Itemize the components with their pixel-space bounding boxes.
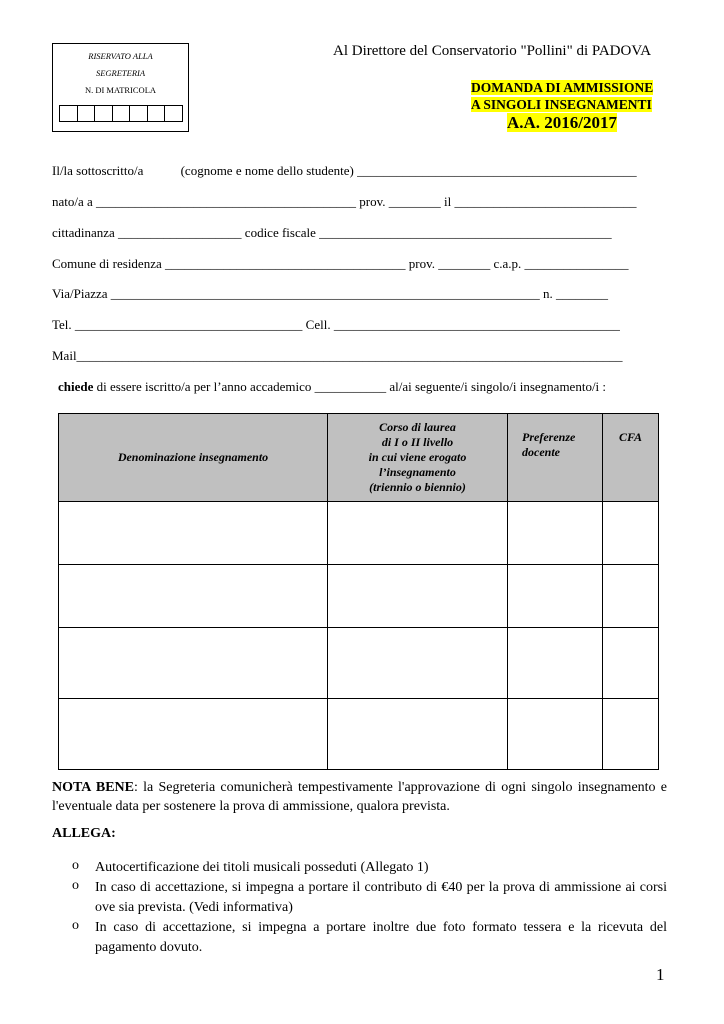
table-cell[interactable] — [59, 699, 328, 770]
request-text[interactable]: di essere iscritto/a per l’anno accademico ___________ al/ai seguente/i singolo/i insegnamento/i : — [93, 379, 607, 394]
table-row[interactable] — [59, 628, 659, 699]
matricola-cell[interactable] — [78, 106, 96, 121]
bullet-icon: o — [72, 878, 79, 893]
table-cell[interactable] — [603, 502, 659, 565]
nota-bene-text: : la Segreteria comunicherà tempestivamente l'approvazione di ogni singolo insegnamento e l'eventuale data per sostenere la prova di ammissione, qualora prevista. — [52, 780, 667, 814]
academic-year: A.A. 2016/2017 — [507, 113, 618, 132]
col-header-cfa: CFA — [603, 414, 659, 502]
matricola-label: N. DI MATRICOLA — [84, 85, 157, 95]
table-cell[interactable] — [603, 628, 659, 699]
form-title-line2: A SINGOLI INSEGNAMENTI — [471, 97, 652, 112]
col-header-degree-line4: l’insegnamento — [379, 465, 456, 479]
col-header-teacher-pref — [508, 414, 603, 502]
bullet-icon: o — [72, 858, 79, 873]
bullet-icon: o — [72, 918, 79, 933]
table-cell[interactable] — [508, 628, 603, 699]
col-header-degree-line1: Corso di laurea — [379, 420, 456, 434]
residence-line[interactable]: Comune di residenza _____________________________________ prov. ________ c.a.p. ________________ — [52, 256, 629, 271]
segreteria-label-2: SEGRETERIA — [95, 68, 146, 78]
table-cell[interactable] — [328, 699, 508, 770]
citizenship-line[interactable]: cittadinanza ___________________ codice fiscale _____________________________________________ — [52, 225, 612, 240]
table-cell[interactable] — [328, 502, 508, 565]
table-cell[interactable] — [328, 565, 508, 628]
table-cell[interactable] — [59, 628, 328, 699]
student-name-field[interactable]: (cognome e nome dello studente) ___________________________________________ — [180, 163, 637, 178]
col-header-teacher-line1: Preferenze — [522, 430, 576, 444]
student-name-label: Il/la sottoscritto/a — [52, 163, 144, 178]
table-cell[interactable] — [508, 699, 603, 770]
matricola-cell[interactable] — [95, 106, 113, 121]
segreteria-label-1: RISERVATO ALLA — [88, 51, 153, 61]
col-header-degree-line2: di I o II livello — [381, 435, 454, 449]
mail-line[interactable]: Mail____________________________________________________________________________________ — [52, 348, 623, 363]
address-line[interactable]: Via/Piazza __________________________________________________________________ n. ________ — [52, 286, 609, 301]
courses-table — [58, 413, 659, 770]
matricola-input-cells[interactable] — [59, 105, 183, 122]
table-cell[interactable] — [508, 502, 603, 565]
birth-line[interactable]: nato/a a ________________________________________ prov. ________ il ____________________________ — [52, 194, 637, 209]
allega-item-3: In caso di accettazione, si impegna a portare inoltre due foto formato tessera e la ricevuta del pagamento dovuto. — [95, 920, 667, 955]
form-title-line1: DOMANDA DI AMMISSIONE — [471, 80, 654, 95]
table-cell[interactable] — [603, 699, 659, 770]
page-number: 1 — [656, 965, 665, 984]
table-cell[interactable] — [328, 628, 508, 699]
col-header-teacher-line2: docente — [522, 445, 560, 459]
table-cell[interactable] — [59, 565, 328, 628]
nota-bene-paragraph — [52, 778, 667, 816]
student-name-line[interactable] — [52, 163, 637, 179]
table-cell[interactable] — [508, 565, 603, 628]
allega-title: ALLEGA: — [52, 826, 116, 841]
allega-item-1: Autocertificazione dei titoli musicali posseduti (Allegato 1) — [95, 860, 429, 875]
col-header-degree-line5: (triennio o biennio) — [369, 480, 466, 494]
table-row[interactable] — [59, 699, 659, 770]
phone-line[interactable]: Tel. ___________________________________ Cell. ____________________________________________ — [52, 317, 620, 332]
table-row[interactable] — [59, 502, 659, 565]
matricola-cell[interactable] — [113, 106, 131, 121]
table-row[interactable] — [59, 565, 659, 628]
request-line[interactable] — [58, 379, 606, 395]
addressee: Al Direttore del Conservatorio "Pollini" di PADOVA — [333, 43, 652, 59]
nota-bene-label: NOTA BENE — [52, 780, 134, 795]
matricola-cell[interactable] — [60, 106, 78, 121]
table-cell[interactable] — [59, 502, 328, 565]
col-header-course-name: Denominazione insegnamento — [59, 414, 328, 502]
table-header-row — [59, 414, 659, 502]
col-header-degree-line3: in cui viene erogato — [368, 450, 467, 464]
request-verb: chiede — [58, 379, 94, 394]
col-header-degree-course — [328, 414, 508, 502]
segreteria-box — [52, 43, 189, 132]
matricola-cell[interactable] — [165, 106, 182, 121]
table-cell[interactable] — [603, 565, 659, 628]
allega-item-2: In caso di accettazione, si impegna a portare il contributo di €40 per la prova di ammissione ai corsi ove sia prevista. (Vedi informativa) — [95, 880, 667, 915]
matricola-cell[interactable] — [148, 106, 166, 121]
matricola-cell[interactable] — [130, 106, 148, 121]
